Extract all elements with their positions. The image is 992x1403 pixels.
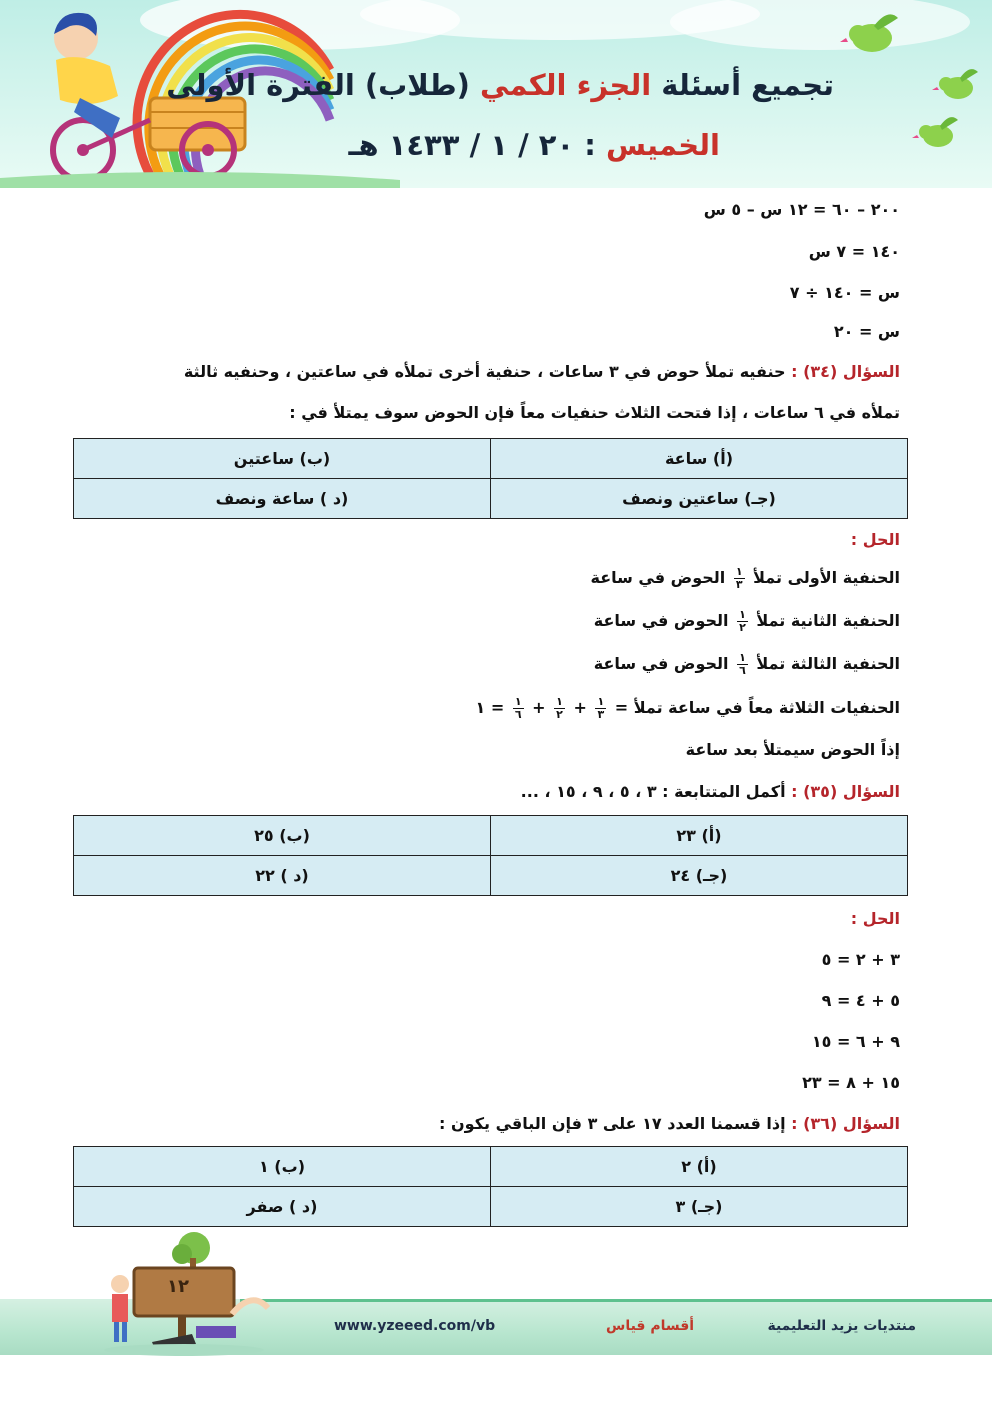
- solution-line: [590, 566, 900, 591]
- numerator: ١: [739, 651, 746, 664]
- option-d[interactable]: (د ) ساعة ونصف: [74, 479, 491, 519]
- page-number: ١٢: [167, 1276, 189, 1297]
- title-part3: (طلاب) الفترة الأولى: [166, 68, 470, 102]
- denominator: ٦: [739, 664, 746, 677]
- question-34-line2: تملأه في ٦ ساعات ، إذا فتحت الثلاث حنفيات معاً فإن الحوض سوف يمتلأ في :: [289, 403, 900, 422]
- fraction: [737, 609, 748, 634]
- plus-sign: +: [573, 698, 587, 717]
- solution-text: الحنفية الثالثة تملأ: [756, 654, 900, 673]
- fraction: [734, 566, 745, 591]
- footer-section: أقسام قياس: [606, 1318, 695, 1334]
- page-title: [166, 68, 834, 102]
- solution-text: الحوض في ساعة: [593, 611, 729, 630]
- denominator: ٢: [556, 708, 563, 721]
- option-c[interactable]: (جـ) ٣: [491, 1187, 908, 1227]
- solution-line: [594, 652, 900, 677]
- bird-icon: [912, 112, 962, 152]
- question-36: [439, 1114, 900, 1133]
- option-b[interactable]: (ب) ساعتين: [74, 439, 491, 479]
- option-c[interactable]: (جـ) ساعتين ونصف: [491, 479, 908, 519]
- question-label: السؤال (٣٤) :: [791, 362, 900, 381]
- footer-url[interactable]: www.yzeeed.com/vb: [334, 1318, 496, 1334]
- solution-text: الحنفية الأولى تملأ: [753, 568, 900, 587]
- options-table: [73, 1146, 908, 1227]
- solution-text: الحنفيات الثلاثة معاً في ساعة تملأ =: [614, 698, 900, 717]
- option-a[interactable]: (أ) ساعة: [491, 439, 908, 479]
- solution-text: = ١: [475, 698, 505, 717]
- solution-label: الحل :: [850, 530, 900, 549]
- date-day: الخميس: [605, 128, 720, 162]
- bird-icon: [932, 64, 984, 104]
- option-b[interactable]: (ب) ١: [74, 1147, 491, 1187]
- solution-text: الحنفية الثانية تملأ: [756, 611, 900, 630]
- options-table: [73, 438, 908, 519]
- question-35: [521, 782, 900, 801]
- solution-text: الحوض في ساعة: [593, 654, 729, 673]
- option-c[interactable]: (جـ) ٢٤: [491, 856, 908, 896]
- solution-line: ٣ + ٢ = ٥: [821, 950, 900, 969]
- title-part1: تجميع أسئلة: [661, 68, 834, 102]
- solution-line: [594, 609, 900, 634]
- question-label: السؤال (٣٥) :: [791, 782, 900, 801]
- question-text: أكمل المتتابعة : ٣ ، ٥ ، ٩ ، ١٥ ، ...: [520, 782, 786, 801]
- option-a[interactable]: (أ) ٢٣: [491, 816, 908, 856]
- option-d[interactable]: (د ) صفر: [74, 1187, 491, 1227]
- plus-sign: +: [532, 698, 546, 717]
- footer-divider: [240, 1299, 992, 1302]
- solution-line: ١٥ + ٨ = ٢٣: [802, 1073, 900, 1092]
- numerator: ١: [597, 695, 605, 708]
- options-table: [73, 815, 908, 896]
- question-34: [184, 362, 900, 381]
- question-label: السؤال (٣٦) :: [791, 1114, 900, 1133]
- numerator: ١: [739, 608, 746, 621]
- fraction: [554, 696, 565, 721]
- question-text: حنفيه تملأ حوض في ٣ ساعات ، حنفية أخرى تملأه في ساعتين ، وحنفيه ثالثة: [183, 362, 786, 381]
- denominator: ٦: [514, 708, 522, 721]
- fraction: [737, 652, 748, 677]
- fraction: [595, 696, 606, 721]
- solution-line: [476, 696, 900, 721]
- date-value: : ٢٠ / ١ / ١٤٣٣ هـ: [348, 128, 596, 162]
- conclusion: إذاً الحوض سيمتلأ بعد ساعة: [685, 740, 900, 759]
- solution-text: الحوض في ساعة: [590, 568, 726, 587]
- numerator: ١: [514, 695, 522, 708]
- solution-line: ٥ + ٤ = ٩: [821, 991, 900, 1010]
- fraction: [513, 696, 524, 721]
- solution-label: الحل :: [850, 909, 900, 928]
- numerator: ١: [735, 565, 743, 578]
- prev-solution-line: س = ١٤٠ ÷ ٧: [789, 283, 900, 302]
- prev-solution-line: س = ٢٠: [833, 322, 900, 341]
- numerator: ١: [556, 695, 563, 708]
- option-a[interactable]: (أ) ٢: [491, 1147, 908, 1187]
- solution-line: ٩ + ٦ = ١٥: [811, 1032, 900, 1051]
- option-b[interactable]: (ب) ٢٥: [74, 816, 491, 856]
- title-part2: الجزء الكمي: [480, 68, 652, 102]
- page-date: [349, 128, 720, 162]
- denominator: ٣: [597, 708, 605, 721]
- bird-icon: [838, 8, 908, 60]
- footer-forum: منتديات يزيد التعليمية: [767, 1318, 916, 1334]
- option-d[interactable]: (د ) ٢٢: [74, 856, 491, 896]
- prev-solution-line: ١٤٠ = ٧ س: [808, 242, 900, 261]
- question-text: إذا قسمنا العدد ١٧ على ٣ فإن الباقي يكون :: [439, 1114, 786, 1133]
- denominator: ٢: [739, 621, 746, 634]
- prev-solution-line: ٢٠٠ – ٦٠ = ١٢ س – ٥ س: [703, 200, 900, 219]
- page-header: [0, 0, 992, 188]
- denominator: ٣: [735, 578, 743, 591]
